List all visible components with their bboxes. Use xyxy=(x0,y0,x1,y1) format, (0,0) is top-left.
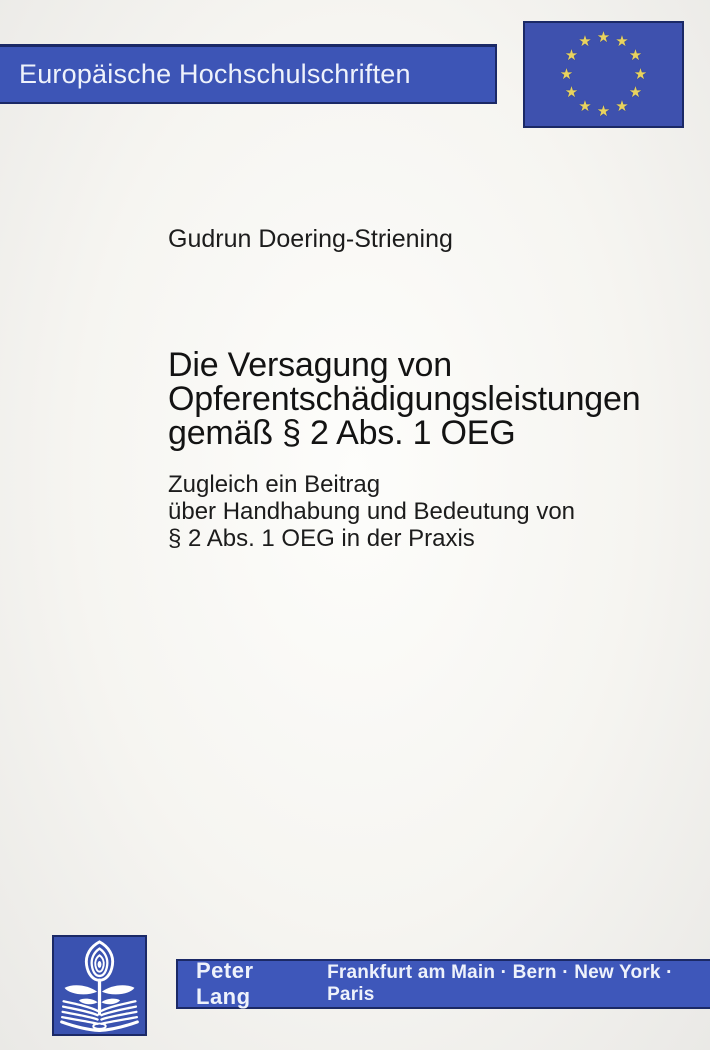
eu-flag-icon xyxy=(523,21,684,128)
publisher-cities: Frankfurt am Main · Bern · New York · Paris xyxy=(327,962,673,1005)
eu-star-icon: ★ xyxy=(578,33,592,51)
eu-star-icon: ★ xyxy=(628,47,643,65)
subtitle-line-1: Zugleich ein Beitrag xyxy=(168,471,381,498)
series-banner xyxy=(0,44,497,104)
eu-star-icon: ★ xyxy=(615,33,629,51)
title-line-2: Opferentschädigungsleistungen xyxy=(168,380,641,418)
author-name: Gudrun Doering-Striening xyxy=(168,225,453,253)
eu-star-icon: ★ xyxy=(596,102,611,120)
publisher-banner xyxy=(176,959,710,1009)
publisher-name: Peter Lang xyxy=(196,958,254,1009)
title-line-1: Die Versagung von xyxy=(168,346,452,384)
eu-star-icon: ★ xyxy=(596,28,611,46)
eu-star-icon: ★ xyxy=(615,97,629,115)
eu-star-icon: ★ xyxy=(628,84,643,102)
eu-star-icon: ★ xyxy=(564,84,579,102)
eu-star-icon: ★ xyxy=(559,65,574,83)
eu-star-icon: ★ xyxy=(564,47,579,65)
book-subtitle xyxy=(168,471,575,552)
publisher-logo xyxy=(52,935,147,1036)
book-title xyxy=(168,348,640,450)
series-title: Europäische Hochschulschriften xyxy=(19,59,411,89)
subtitle-line-2: über Handhabung und Bedeutung von xyxy=(168,498,576,525)
eu-star-icon: ★ xyxy=(633,65,648,83)
subtitle-line-3: § 2 Abs. 1 OEG in der Praxis xyxy=(168,525,475,552)
eu-star-icon: ★ xyxy=(578,97,592,115)
open-book-tulip-icon xyxy=(54,937,145,1034)
title-line-3: gemäß § 2 Abs. 1 OEG xyxy=(168,414,516,452)
